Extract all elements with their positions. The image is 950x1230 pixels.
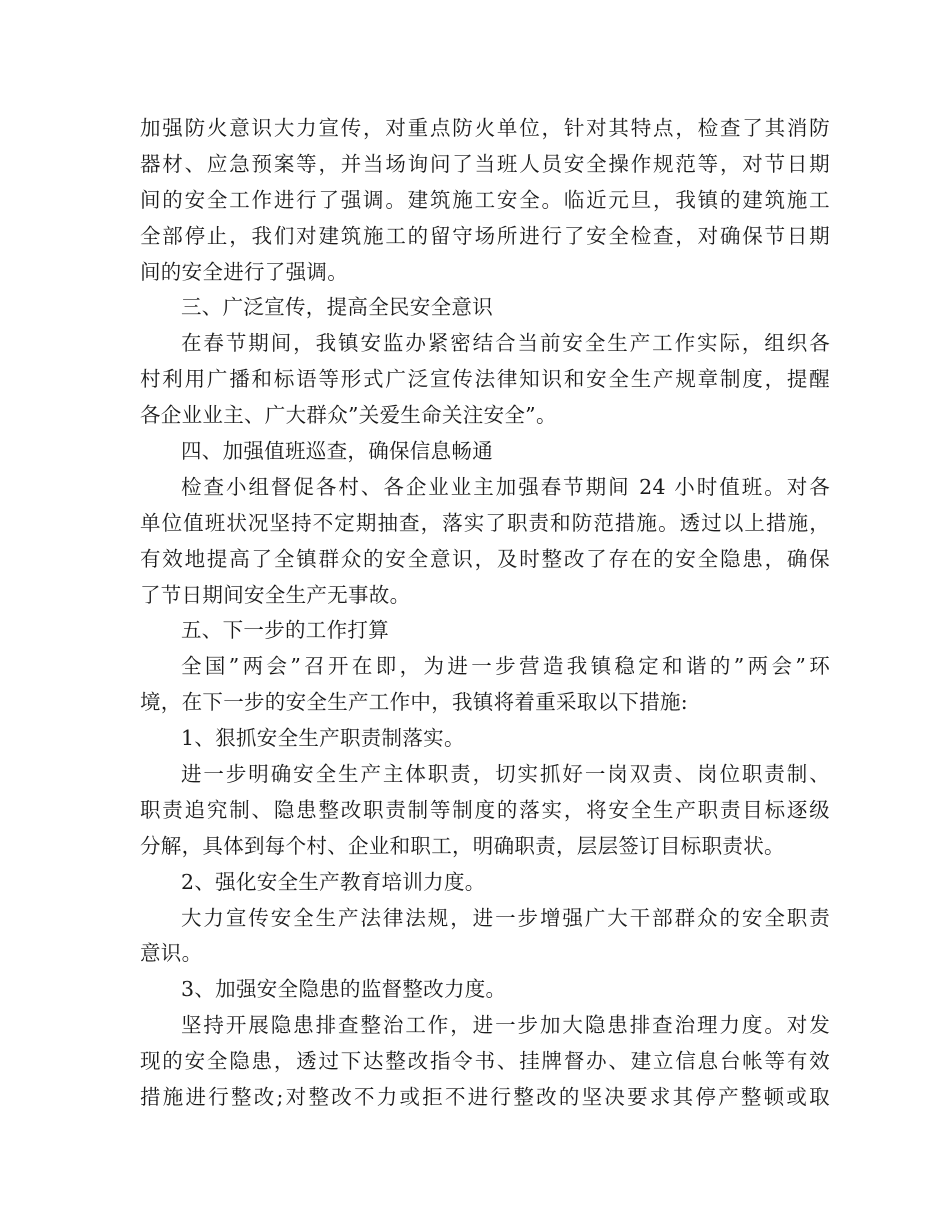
paragraph	[140, 721, 830, 757]
paragraph	[140, 865, 830, 901]
paragraph	[140, 901, 830, 973]
text-line: 全国”两会”召开在即，为进一步营造我镇稳定和谐的”两会”环	[181, 654, 830, 679]
paragraph	[140, 111, 830, 290]
text-line: 三、广泛宣传，提高全民安全意识	[181, 295, 493, 320]
paragraph	[140, 470, 830, 614]
text-line: 进一步明确安全生产主体职责，切实抓好一岗双责、岗位职责制、	[181, 762, 830, 787]
text-line: 了节日期间安全生产无事故。	[140, 582, 411, 607]
text-line: 2、强化安全生产教育培训力度。	[181, 869, 486, 894]
text-line: 器材、应急预案等，并当场询问了当班人员安全操作规范等，对节日期	[140, 151, 830, 176]
text-line: 各企业业主、广大群众”关爱生命关注安全”。	[140, 403, 557, 428]
text-line: 坚持开展隐患排查整治工作，进一步加大隐患排查治理力度。对发	[181, 1013, 830, 1038]
paragraph	[140, 972, 830, 1008]
document-body	[140, 111, 830, 1116]
text-line: 职责追究制、隐患整改职责制等制度的落实，将安全生产职责目标逐级	[140, 797, 830, 822]
text-line: 检查小组督促各村、各企业业主加强春节期间 24 小时值班。对各	[181, 474, 830, 499]
text-line: 境，在下一步的安全生产工作中，我镇将着重采取以下措施:	[140, 690, 689, 715]
text-line: 五、下一步的工作打算	[181, 618, 389, 643]
paragraph	[140, 613, 830, 649]
text-line: 间的安全进行了强调。	[140, 259, 348, 284]
text-line: 大力宣传安全生产法律法规，进一步增强广大干部群众的安全职责	[181, 905, 830, 930]
paragraph	[140, 757, 830, 865]
text-line: 间的安全工作进行了强调。建筑施工安全。临近元旦，我镇的建筑施工	[140, 187, 830, 212]
text-line: 村利用广播和标语等形式广泛宣传法律知识和安全生产规章制度，提醒	[140, 367, 830, 392]
paragraph	[140, 1008, 830, 1116]
text-line: 有效地提高了全镇群众的安全意识，及时整改了存在的安全隐患，确保	[140, 546, 830, 571]
paragraph	[140, 290, 830, 326]
text-line: 1、狠抓安全生产职责制落实。	[181, 726, 465, 751]
text-line: 意识。	[140, 941, 203, 966]
paragraph	[140, 434, 830, 470]
text-line: 四、加强值班巡查，确保信息畅通	[181, 439, 493, 464]
text-line: 单位值班状况坚持不定期抽查，落实了职责和防范措施。透过以上措施，	[140, 510, 830, 535]
text-line: 现的安全隐患，透过下达整改指令书、挂牌督办、建立信息台帐等有效	[140, 1049, 830, 1074]
paragraph	[140, 326, 830, 434]
text-line: 3、加强安全隐患的监督整改力度。	[181, 977, 507, 1002]
text-line: 措施进行整改;对整改不力或拒不进行整改的坚决要求其停产整顿或取	[140, 1085, 830, 1110]
text-line: 在春节期间，我镇安监办紧密结合当前安全生产工作实际，组织各	[181, 331, 830, 356]
text-line: 分解，具体到每个村、企业和职工，明确职责，层层签订目标职责状。	[140, 833, 785, 858]
text-line: 全部停止，我们对建筑施工的留守场所进行了安全检查，对确保节日期	[140, 223, 830, 248]
paragraph	[140, 649, 830, 721]
text-line: 加强防火意识大力宣传，对重点防火单位，针对其特点，检查了其消防	[140, 116, 830, 140]
